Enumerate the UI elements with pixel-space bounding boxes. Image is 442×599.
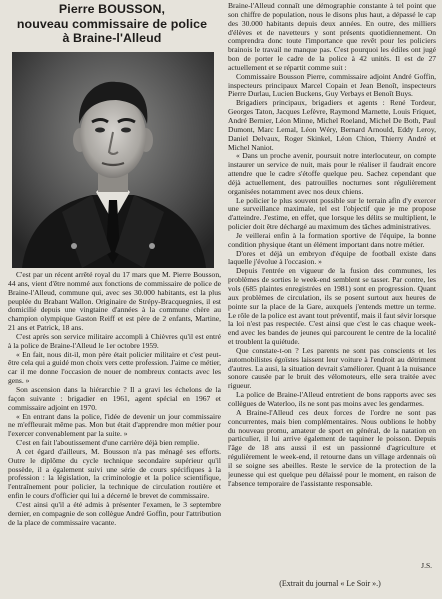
article-paragraph: Braine-l'Alleud connaît une démographie constante à tel point que son chiffre de population, nous le disons plus haut, a dépassé le cap des 30.000 habitants depuis deux années. En outre, des milliers d'élèves et de navetteurs y sont présents quotidiennement. On comprendra donc toute l'importance que revêt pour les policiers brainois le travail ne manque pas. C'est pourquoi les édiles ont jugé bon de porter le cadre de la police à 42 unités. Il est de 27 actuellement et se répartit comme suit : xyxy=(228,2,436,72)
article-paragraph: Le policier le plus souvent possible sur le terrain afin d'y exercer une surveillance maximale, tel est l'objectif que je me propose d'atteindre. J'estime, en effet, que lorsque les délits se multiplient, le policier doit être déchargé au maximum des tâches administratives. xyxy=(228,195,436,232)
article-paragraph: « En entrant dans la police, l'idée de devenir un jour commissaire ne m'effleurait même pas. Mon but était d'apprendre mon métier pour l'exercer convenablement par la suite. » xyxy=(8,411,221,439)
article-paragraph: Je veillerai enfin à la formation sportive de l'équipe, la bonne condition physique étant un élément important dans notre métier. xyxy=(228,230,436,249)
article-paragraph: C'est par un récent arrêté royal du 17 mars que M. Pierre Bousson, 44 ans, vient d'être nommé aux fonctions de commissaire de police de Braine-l'Alleud, commune qui, avec ses 30.000 habitants, est la plus peuplée du Brabant Wallon. Originaire de Strépy-Bracquegnies, il est domicilié depuis une vingtaine d'années à la commune chère au champion olympique Gaston Reiff et est père de 2 enfants, Martine, 21 ans et Patrick, 18 ans. xyxy=(8,271,221,333)
article-paragraph: Brigadiers principaux, brigadiers et agents : René Tordeur, Georges Taton, Jacques Lefèvre, Raymond Marnette, Louis Friquet, André Bernier, Léon Minne, Michel Roeland, Michel De Both, Paul Dumont, Marc Lemal, Léon Wéry, Bernard Arnould, Eddy Leroy, Daniel Delvaux, Roger Skinkel, Léon Chion, Thierry André et Michel Naniot. xyxy=(228,98,436,152)
article-paragraph: « Dans un proche avenir, poursuit notre interlocuteur, on compte instaurer un service de nuit, mais pour le réaliser il faudrait encore attendre que le cadre s'étoffe quelque peu. Sachez cependant que déjà actuellement, des patrouilles nocturnes sont régulièrement organisées notamment avec nos deux chiens. xyxy=(228,151,436,196)
source-credit: (Extrait du journal « Le Soir ».) xyxy=(279,579,381,588)
portrait-photo xyxy=(12,52,214,268)
article-paragraph: A Braine-l'Alleud ces deux forces de l'ordre ne sont pas concurrentes, mais bien complémentaires. Nous oublions le hobby du nouveau promu, amateur de sport en général, de la natation en particulier, il lui arrive également de taquiner le poisson. Depuis l'âge de 18 ans aussi il est un passionné d'agriculture et régulièrement le week-end, il retourne dans un village ardennais où il se soigne ses abeilles. Reste le service de la protection de la jeunesse qui est quelque peu délaissé pour le moment, en raison de l'absence temporaire de l'assistante responsable. xyxy=(228,407,436,488)
author-signature: J.S. xyxy=(421,561,432,570)
article-paragraph: D'ores et déjà un embryon d'équipe de football existe dans laquelle j'évolue à l'occasion. » xyxy=(228,248,436,267)
article-paragraph: Que constate-t-on ? Les parents ne sont pas conscients et les automobilistes égoïstes laissent leur voiture à l'endroit au détriment d'autres. La ausi, la situation devrait s'améliorer. Quant à la nuisance sonore causée par le bruit des vélomoteurs, elle sera traitée avec rigueur. xyxy=(228,345,436,391)
article-paragraph: Commissaire Bousson Pierre, commissaire adjoint André Goffin, inspecteurs principaux Marcel Copain et Jean Benoît, inspecteurs Pierre Durlau, Lucien Buckens, Guy Verbays et Benoît Buys. xyxy=(228,71,436,99)
article-column-left xyxy=(8,271,221,597)
article-paragraph: Son ascension dans la hiérarchie ? Il a gravi les échelons de la façon suivante : brigadier en 1961, agent spécial en 1967 et commissaire adjoint en 1970. xyxy=(8,384,221,412)
article-paragraph: « En fait, nous dit-il, mon père était policier militaire et c'est peut-être cela qui a guidé mon choix vers cette profession. J'aime ce métier, car il me donne l'occasion de nouer de nombreux contacts avec les gens. » xyxy=(8,349,221,386)
article-column-right xyxy=(228,2,436,579)
article-paragraph: C'est ainsi qu'il a été admis à présenter l'examen, le 3 septembre dernier, en compagnie de son collègue André Goffin, pour l'attribution de la place de commissaire vacante. xyxy=(8,499,221,527)
article-paragraph: Depuis l'entrée en vigueur de la fusion des communes, les problèmes de sorties le week-end semblent se tasser. Par contre, les vols (685 plaintes enregistrées en 1981) sont en progression. Quant aux problèmes de circulation, ils se posent surtout aux heures de pointe sur la place de la Gare, auxquels j'entends mettre un terme. Le rôle de la police est avant tout préventif, mais il faut sévir lorsque la loi n'est pas respectée. C'est ainsi que c'est le cas chaque week-end avec les bandes de jeunes qui parcourent le centre de la localité et troublent la quiétude. xyxy=(228,266,436,347)
headline-line-3: à Braine-l'Alleud xyxy=(62,31,162,46)
article-paragraph: C'est après son service militaire accompli à Chièvres qu'il est entré à la police de Braine-l'Alleud le 1er octobre 1959. xyxy=(8,331,221,350)
portrait-illustration xyxy=(12,52,214,268)
headline xyxy=(6,2,218,46)
article-paragraph: C'est en fait l'aboutissement d'une carrière déjà bien remplie. xyxy=(16,438,200,448)
headline-line-1: Pierre BOUSSON, xyxy=(58,2,166,16)
article-paragraph: La police de Braine-l'Alleud entretient de bons rapports avec ses collègues de Waterloo, ils ne sont pas moins avec les gendarmes. xyxy=(228,390,436,408)
article-paragraph: A cet égard d'ailleurs, M. Bousson n'a pas ménagé ses efforts. Outre le diplôme du cycle technique secondaire supérieur qu'il possède, il a également suivi une série de cours spécifiques à la profession : la législation, la criminologie et la police scientifique, l'entraînement pour policier, la technique de circulation routière et enfin le cours d'officier qui lui a décerné le brevet de commissaire. xyxy=(8,446,221,501)
headline-line-2: nouveau commissaire de police xyxy=(16,16,208,31)
